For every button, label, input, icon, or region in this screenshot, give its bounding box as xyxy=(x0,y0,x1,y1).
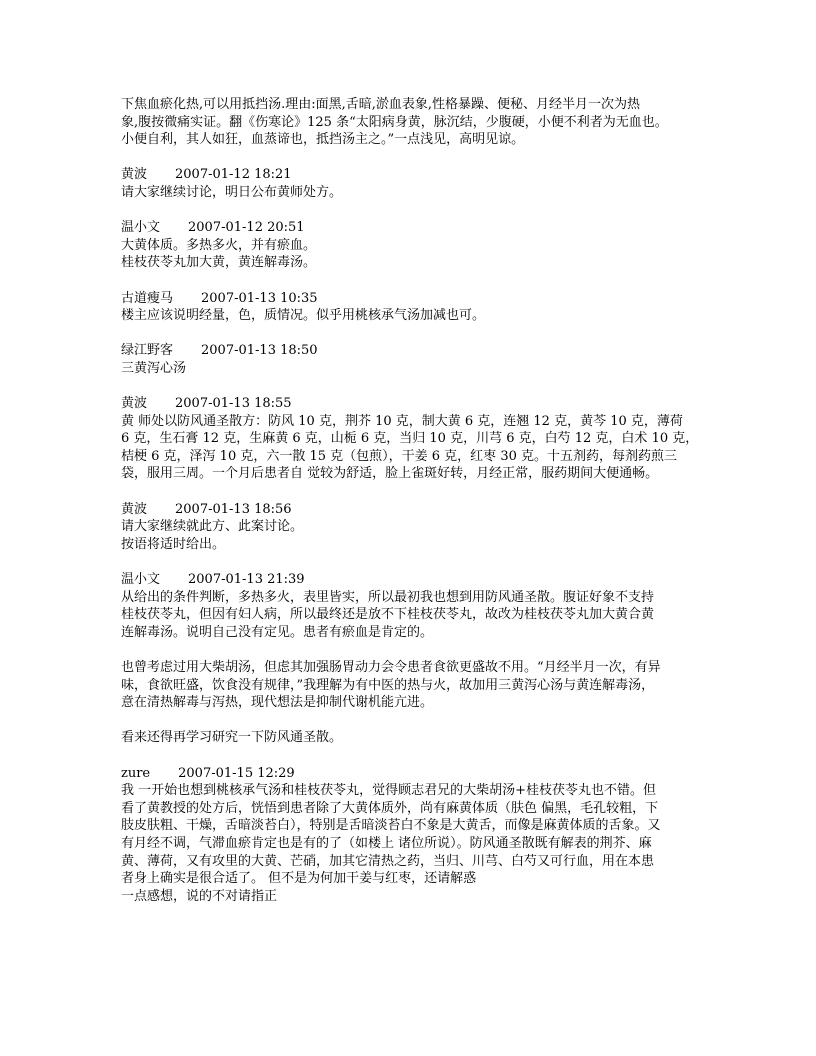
post-paragraph xyxy=(121,184,701,202)
text-line: 按语将适时给出。 xyxy=(121,536,226,552)
post-paragraph xyxy=(121,782,701,905)
forum-post xyxy=(121,219,701,272)
post-header xyxy=(121,571,701,589)
post-author: 黄波 xyxy=(121,501,148,517)
text-line: 黄 师处以防风通圣散方：防风 10 克，荆芥 10 克，制大黄 6 克，连翘 12 克，黄芩 10 克，薄荷 xyxy=(121,413,683,429)
post-date: 2007-01-13 10:35 xyxy=(201,290,318,306)
post-header xyxy=(121,290,701,308)
post-paragraph xyxy=(121,729,701,747)
post-author: 黄波 xyxy=(121,396,148,412)
text-line: 袋，服用三周。一个月后患者自 觉较为舒适，脸上雀斑好转，月经正常，服药期间大便通畅。 xyxy=(121,466,659,482)
text-line: 也曾考虑过用大柴胡汤，但虑其加强肠胃动力会令患者食欲更盛故不用。“月经半月一次，有异 xyxy=(121,660,661,675)
post-author: 古道瘦马 xyxy=(121,290,174,306)
text-line: 6 克，生石膏 12 克，生麻黄 6 克，山栀 6 克，当归 10 克，川芎 6 克，白芍 12 克，白术 10 克， xyxy=(121,431,699,447)
post-paragraph xyxy=(121,413,701,483)
post-header xyxy=(121,166,701,184)
post-author: 温小文 xyxy=(121,572,161,588)
forum-post xyxy=(121,571,701,747)
text-line: 三黄泻心汤 xyxy=(121,360,187,376)
text-line: 桂枝茯苓丸，但因有妇人病，所以最终还是放不下桂枝茯苓丸，故改为桂枝茯苓丸加大黄合黄 xyxy=(121,607,655,623)
post-paragraph xyxy=(121,659,701,712)
text-line: 者身上确实是很合适了。 但不是为何加干姜与红枣，还请解惑 xyxy=(121,871,477,887)
text-line: 看来还得再学习研究一下防风通圣散。 xyxy=(121,730,343,746)
text-line: 小便自利，其人如狂，血蒸谛也，抵挡汤主之。”一点浅见，高明见谅。 xyxy=(121,132,525,148)
text-line: 我 一开始也想到桃核承气汤和桂枝茯苓丸，觉得顾志君兄的大柴胡汤+桂枝茯苓丸也不错。但 xyxy=(121,783,657,799)
forum-post xyxy=(121,765,701,906)
intro-paragraph xyxy=(121,96,701,149)
post-date: 2007-01-13 21:39 xyxy=(188,572,305,588)
post-paragraph xyxy=(121,518,701,553)
post-list xyxy=(121,166,701,905)
forum-post xyxy=(121,166,701,201)
text-line: 桂枝茯苓丸加大黄，黄连解毒汤。 xyxy=(121,255,317,271)
post-header xyxy=(121,765,701,783)
post-header xyxy=(121,219,701,237)
post-date: 2007-01-13 18:55 xyxy=(175,396,292,412)
text-line: 一点感想，说的不对请指正 xyxy=(121,888,278,904)
text-line: 请大家继续就此方、此案讨论。 xyxy=(121,519,304,535)
text-line: 连解毒汤。说明自己没有定见。患者有瘀血是肯定的。 xyxy=(121,624,434,640)
post-date: 2007-01-13 18:56 xyxy=(175,501,292,517)
text-line: 下焦血瘀化热,可以用抵挡汤.理由:面黑,舌暗,淤血表象,性格暴躁、便秘、月经半月一次为热 xyxy=(121,97,641,112)
text-line: 有月经不调，气滞血瘀肯定也是有的了（如楼上 诸位所说）。防风通圣散既有解表的荆芥、麻 xyxy=(121,835,652,851)
text-line: 味，食欲旺盛，饮食没有规律，”我理解为有中医的热与火，故加用三黄泻心汤与黄连解毒汤， xyxy=(121,677,655,693)
text-line: 黄、薄荷，又有攻里的大黄、芒硝，加其它清热之药，当归、川芎、白芍又可行血，用在本患 xyxy=(121,853,655,869)
post-date: 2007-01-12 18:21 xyxy=(175,167,292,183)
post-paragraph xyxy=(121,360,701,378)
post-author: 温小文 xyxy=(121,220,161,236)
post-paragraph xyxy=(121,307,701,325)
post-header xyxy=(121,501,701,519)
text-line: 桔梗 6 克，泽泻 10 克，六一散 15 克（包煎），干姜 6 克，红枣 30 克。十五剂药，每剂药煎三 xyxy=(121,448,677,464)
post-paragraph xyxy=(121,237,701,272)
text-line: 意在清热解毒与泻热，现代想法是抑制代谢机能亢进。 xyxy=(121,695,434,711)
text-line: 请大家继续讨论，明日公布黄师处方。 xyxy=(121,184,343,200)
document-page xyxy=(121,96,701,905)
forum-post xyxy=(121,501,701,554)
text-line: 楼主应该说明经量，色，质情况。似乎用桃核承气汤加减也可。 xyxy=(121,308,486,324)
text-line: 看了黄教授的处方后，恍悟到患者除了大黄体质外，尚有麻黄体质（肤色 偏黑，毛孔较粗，下 xyxy=(121,800,659,816)
forum-post xyxy=(121,395,701,483)
forum-post xyxy=(121,290,701,325)
post-author: zure xyxy=(121,765,151,781)
post-header xyxy=(121,395,701,413)
text-line: 肢皮肤粗、干燥，舌暗淡苔白），特别是舌暗淡苔白不象是大黄舌，而像是麻黄体质的舌象。又 xyxy=(121,818,661,834)
text-line: 从给出的条件判断，多热多火，表里皆实，所以最初我也想到用防风通圣散。腹证好象不支持 xyxy=(121,589,655,605)
post-paragraph xyxy=(121,589,701,642)
text-line: 大黄体质。多热多火，并有瘀血。 xyxy=(121,237,317,253)
post-author: 绿江野客 xyxy=(121,343,174,359)
post-header xyxy=(121,342,701,360)
post-date: 2007-01-13 18:50 xyxy=(201,343,318,359)
post-author: 黄波 xyxy=(121,167,148,183)
text-line: 象,腹按微痛实证。翻《伤寒论》125 条“太阳病身黄，脉沉结，少腹硬，小便不利者为无血也。 xyxy=(121,114,668,130)
post-date: 2007-01-15 12:29 xyxy=(178,765,295,781)
post-date: 2007-01-12 20:51 xyxy=(188,220,305,236)
forum-post xyxy=(121,342,701,377)
